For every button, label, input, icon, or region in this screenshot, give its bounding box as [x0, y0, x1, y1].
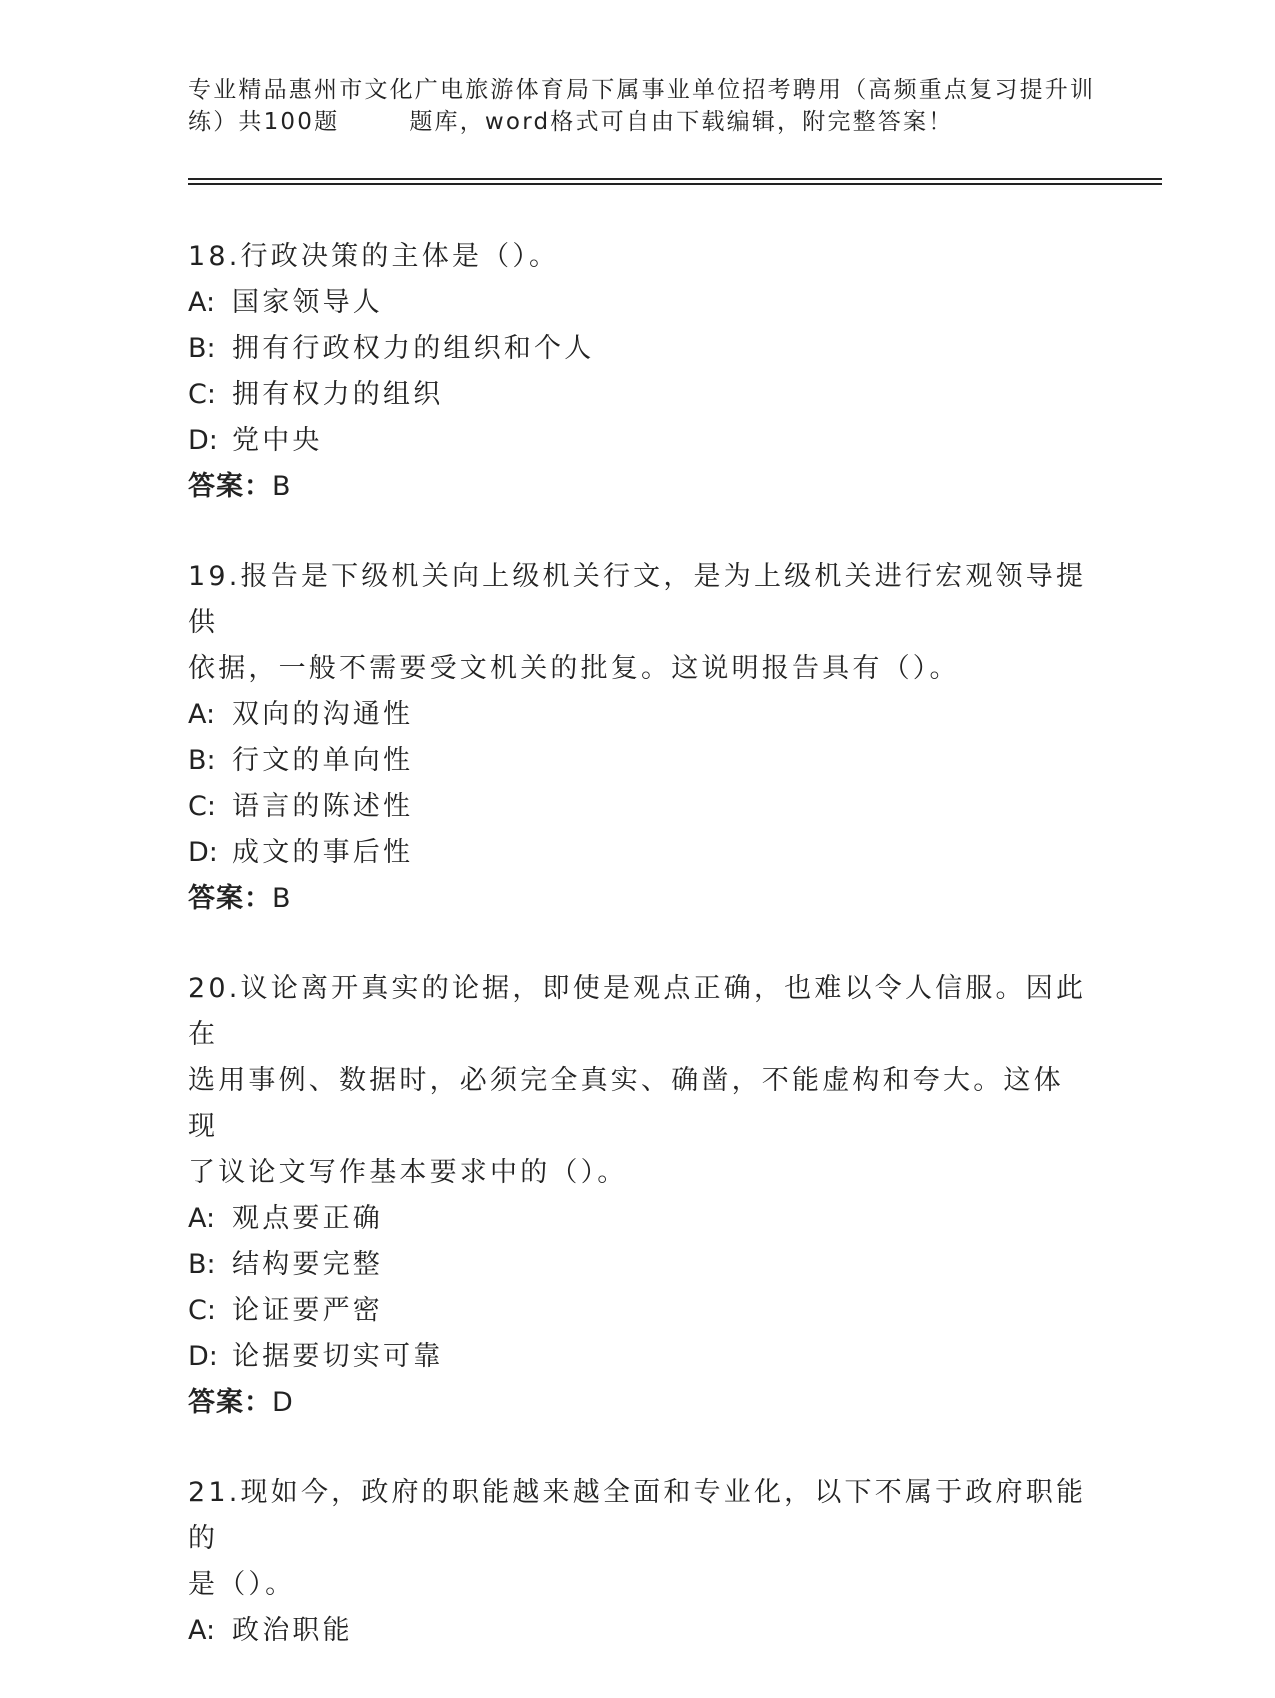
question-text: 21.现如今，政府的职能越来越全面和专业化，以下不属于政府职能的 是（）。	[188, 1477, 1087, 1600]
option-c: C: 论证要严密	[188, 1295, 383, 1326]
header-divider-bottom	[188, 183, 1162, 185]
answer: 答案：B	[188, 471, 292, 502]
option-b: B: 结构要完整	[188, 1249, 383, 1280]
option-d: D: 论据要切实可靠	[188, 1341, 444, 1372]
option-b: B: 行文的单向性	[188, 745, 414, 776]
header-line-2	[188, 106, 1108, 138]
question-item	[188, 1470, 1088, 1654]
option-c: C: 语言的陈述性	[188, 791, 414, 822]
option-a: A: 政治职能	[188, 1615, 353, 1646]
header-line-2-part-b: 题库，word格式可自由下载编辑，附完整答案！	[409, 109, 954, 135]
option-b: B: 拥有行政权力的组织和个人	[188, 333, 595, 364]
header-line-2-part-a: 练）共100题	[188, 109, 340, 135]
header-divider-top	[188, 178, 1162, 180]
answer: 答案：D	[188, 1387, 294, 1418]
option-a: A: 双向的沟通性	[188, 699, 414, 730]
question-text: 20.议论离开真实的论据，即使是观点正确，也难以令人信服。因此在 选用事例、数据时，必须完全真实、确凿，不能虚构和夸大。这体现 了议论文写作基本要求中的（）。	[188, 973, 1087, 1188]
question-text: 18.行政决策的主体是（）。	[188, 241, 560, 272]
question-list	[188, 234, 1088, 1698]
option-d: D: 成文的事后性	[188, 837, 414, 868]
option-d: D: 党中央	[188, 425, 323, 456]
option-a: A: 观点要正确	[188, 1203, 383, 1234]
question-item	[188, 966, 1088, 1426]
answer: 答案：B	[188, 883, 292, 914]
option-a: A: 国家领导人	[188, 287, 383, 318]
question-item	[188, 234, 1088, 510]
option-c: C: 拥有权力的组织	[188, 379, 444, 410]
header-line-1: 专业精品惠州市文化广电旅游体育局下属事业单位招考聘用（高频重点复习提升训	[188, 77, 1096, 103]
question-item	[188, 554, 1088, 922]
document-header	[188, 74, 1108, 138]
question-text: 19.报告是下级机关向上级机关行文，是为上级机关进行宏观领导提供 依据，一般不需要受文机关的批复。这说明报告具有（）。	[188, 561, 1087, 684]
